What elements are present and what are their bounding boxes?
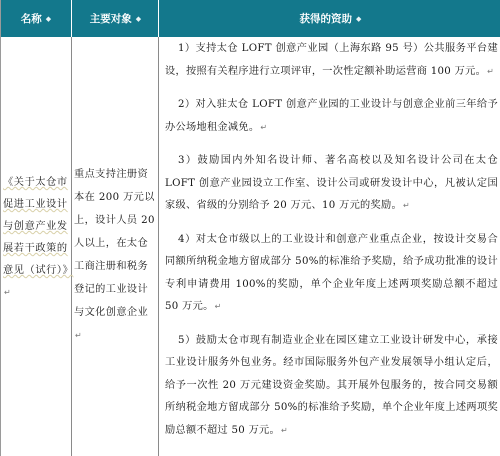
paragraph-mark-icon: ↵ bbox=[487, 66, 495, 76]
policy-name-cell bbox=[3, 172, 74, 304]
support-cell bbox=[165, 38, 498, 442]
header-name-marker-icon: ◆ bbox=[45, 14, 52, 23]
header-name bbox=[1, 0, 71, 37]
column-divider bbox=[71, 37, 72, 456]
paragraph-mark-icon: ↵ bbox=[4, 288, 12, 297]
header-support bbox=[158, 0, 500, 37]
header-support-marker-icon: ◆ bbox=[356, 14, 362, 23]
header-target-label: 主要对象 bbox=[89, 13, 132, 25]
header-target-marker-icon: ◆ bbox=[135, 14, 142, 23]
support-paragraph: 5）鼓励太仓市现有制造业企业在园区建立工业设计研发中心，承接工业设计服务外包业务。经市国际服务外包产业发展领导小组认定后，给予一次性 20 万元建设资金奖励。其开展外包服务的，按合同交易额所纳税金地方留成部分 50%的标准给予奖励，单个企业年度上述两项奖励总额不超过 50 万元。↵ bbox=[165, 334, 498, 436]
header-target bbox=[71, 0, 159, 37]
target-text: 重点支持注册资本在 200 万元以上，设计人员 20 人以上，在太仓工商注册和税务登记的工业设计与文化创意企业 bbox=[74, 169, 155, 318]
support-paragraph: 3）鼓励国内外知名设计师、著名高校以及知名设计公司在太仓 LOFT 创意产业园设立工作室、设计公司或研发设计中心，凡被认定国家级、省级的分别给予 20 万元、10 万元的奖励。↵ bbox=[165, 155, 498, 211]
paragraph-mark-icon: ↵ bbox=[75, 331, 83, 340]
support-paragraph: 2）对入驻太仓 LOFT 创意产业园的工业设计与创意企业前三年给予办公场地租金减免。↵ bbox=[165, 99, 498, 133]
column-divider bbox=[158, 37, 159, 456]
target-cell bbox=[74, 163, 156, 347]
paragraph-mark-icon: ↵ bbox=[260, 122, 268, 132]
header-support-label: 获得的资助 bbox=[299, 13, 353, 25]
header-name-label: 名称 bbox=[20, 13, 42, 25]
paragraph-mark-icon: ↵ bbox=[403, 201, 411, 210]
paragraph-mark-icon: ↵ bbox=[214, 302, 222, 311]
support-paragraph: 4）对太仓市级以上的工业设计和创意产业重点企业，按设计交易合同额所纳税金地方留成部分 50%的标准给予奖励，给予成功批准的设计专利申请费用 100%的奖励，单个企业年度上述两项奖励总额不超过 50 万元。↵ bbox=[165, 233, 498, 312]
paragraph-mark-icon: ↵ bbox=[281, 425, 289, 435]
policy-name-text: 《关于太仓市促进工业设计与创意产业发展若干政策的意见（试行）》 bbox=[3, 177, 74, 276]
support-paragraph: 1）支持太仓 LOFT 创意产业园（上海东路 95 号）公共服务平台建设，按照有关程序进行立项评审，一次性定额补助运营商 100 万元。↵ bbox=[165, 43, 498, 77]
